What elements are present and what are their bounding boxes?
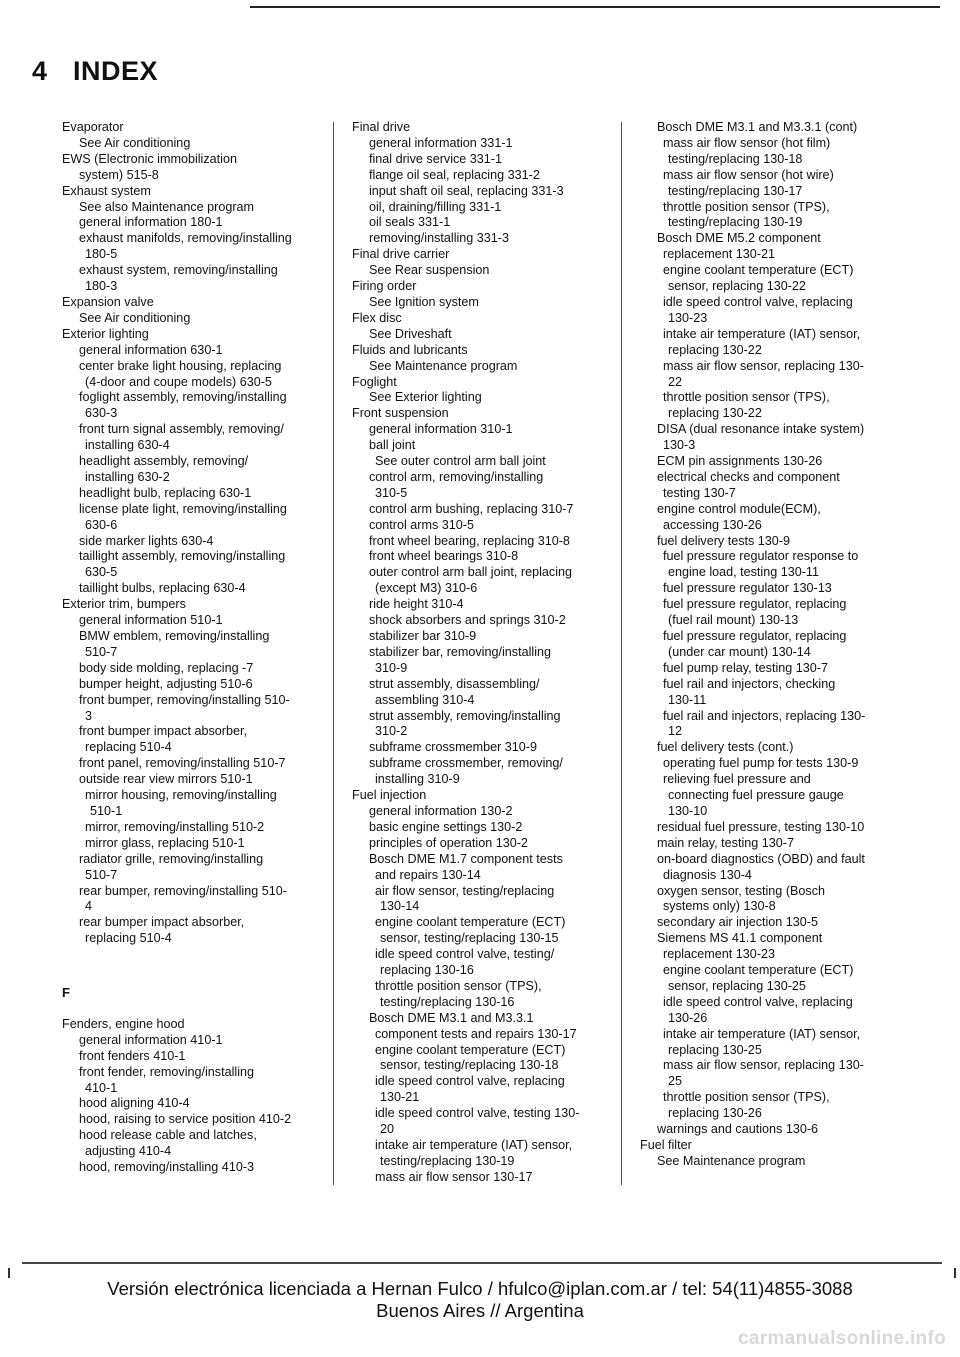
bottom-rule [22, 1262, 942, 1264]
section-gap [62, 1001, 332, 1017]
index-entry: intake air temperature (IAT) sensor, [663, 1026, 861, 1041]
index-entry: 130-3 [663, 438, 696, 453]
license-notice: Versión electrónica licenciada a Hernan Fulco / hfulco@iplan.com.ar / tel: 54(11)4855-3088 [107, 1278, 853, 1299]
index-entry: 180-5 [85, 247, 118, 262]
index-entry: 310-5 [375, 485, 408, 500]
index-entry: basic engine settings 130-2 [369, 819, 523, 834]
index-entry: taillight assembly, removing/installing [79, 549, 286, 564]
index-column-2 [352, 120, 622, 1186]
index-entry: front bumper, removing/installing 510- [79, 692, 290, 707]
index-entry: testing/replacing 130-19 [668, 215, 803, 230]
page-title: INDEX [73, 56, 159, 86]
index-entry: oxygen sensor, testing (Bosch [657, 883, 826, 898]
index-entry: diagnosis 130-4 [663, 867, 752, 882]
index-entry: fuel rail and injectors, checking [663, 676, 836, 691]
index-entry: throttle position sensor (TPS), [375, 978, 542, 993]
column-divider [621, 122, 622, 1185]
column-divider [333, 122, 334, 1185]
index-entry: removing/installing 331-3 [369, 231, 510, 246]
index-entry: engine coolant temperature (ECT) [663, 263, 854, 278]
index-entry: 130-23 [668, 310, 708, 325]
section-gap [62, 947, 332, 985]
index-heading: Evaporator [62, 120, 124, 134]
index-heading: Final drive carrier [352, 247, 450, 262]
index-entry: warnings and cautions 130-6 [657, 1122, 819, 1137]
index-entry: 510-1 [90, 803, 123, 818]
index-heading: EWS (Electronic immobilization [62, 151, 237, 166]
index-entry: 12 [668, 724, 683, 739]
index-entry: component tests and repairs 130-17 [375, 1026, 577, 1041]
index-entry: installing 310-9 [375, 772, 460, 787]
index-entry: stabilizer bar, removing/installing [369, 644, 551, 659]
index-entry: flange oil seal, replacing 331-2 [369, 167, 540, 182]
index-entry: fuel pump relay, testing 130-7 [663, 660, 828, 675]
index-entry: testing 130-7 [663, 485, 736, 500]
index-entry: subframe crossmember, removing/ [369, 756, 563, 771]
index-entry: front fender, removing/installing [79, 1064, 255, 1079]
index-entry: See Exterior lighting [369, 390, 482, 405]
index-entry: 22 [668, 374, 683, 389]
index-entry: outer control arm ball joint, replacing [369, 565, 573, 580]
index-entry: idle speed control valve, replacing [375, 1074, 565, 1089]
index-entry: (except M3) 310-6 [375, 581, 478, 596]
index-entry: bumper height, adjusting 510-6 [79, 676, 253, 691]
index-entry: throttle position sensor (TPS), [663, 199, 830, 214]
index-entry: testing/replacing 130-19 [380, 1153, 515, 1168]
index-entry: mirror glass, replacing 510-1 [85, 835, 245, 850]
index-entry: center brake light housing, replacing [79, 358, 282, 373]
index-entry: Siemens MS 41.1 component [657, 931, 823, 946]
index-entry: See Air conditioning [79, 135, 191, 150]
index-entry: 510-7 [85, 644, 118, 659]
index-entry: final drive service 331-1 [369, 151, 502, 166]
index-entry: See Rear suspension [369, 263, 490, 278]
index-entry: mirror housing, removing/installing [85, 788, 277, 803]
index-entry: and repairs 130-14 [375, 867, 481, 882]
index-entry: radiator grille, removing/installing [79, 851, 264, 866]
index-entry: (4-door and coupe models) 630-5 [85, 374, 272, 389]
index-entry: 310-9 [375, 660, 408, 675]
index-entry: See Maintenance program [369, 358, 518, 373]
page-number: 4 [32, 56, 48, 86]
index-entry: system) 515-8 [79, 167, 159, 182]
index-entry: replacing 130-25 [668, 1042, 762, 1057]
index-entry: See also Maintenance program [79, 199, 255, 214]
index-entry: 310-2 [375, 724, 408, 739]
index-entry: general information 630-1 [79, 342, 223, 357]
index-entry: See outer control arm ball joint [375, 454, 546, 469]
index-entry: 410-1 [85, 1080, 118, 1095]
index-entry: strut assembly, removing/installing [369, 708, 561, 723]
index-heading: Foglight [352, 374, 397, 389]
bottom-bar [8, 1268, 956, 1278]
index-entry: 130-26 [668, 1010, 708, 1025]
index-entry: sensor, replacing 130-25 [668, 978, 806, 993]
index-entry: assembling 310-4 [375, 692, 475, 707]
index-entry: general information 310-1 [369, 422, 513, 437]
index-entry: 630-3 [85, 406, 118, 421]
index-entry: secondary air injection 130-5 [657, 915, 819, 930]
index-entry: headlight assembly, removing/ [79, 454, 249, 469]
index-entry: operating fuel pump for tests 130-9 [663, 756, 859, 771]
index-entry: input shaft oil seal, replacing 331-3 [369, 183, 564, 198]
index-entry: stabilizer bar 310-9 [369, 629, 477, 643]
index-entry: 3 [85, 708, 93, 723]
index-entry: residual fuel pressure, testing 130-10 [657, 819, 865, 834]
index-entry: front wheel bearings 310-8 [369, 549, 519, 564]
index-entry: principles of operation 130-2 [369, 835, 528, 850]
page-header [32, 56, 158, 87]
index-entry: fuel delivery tests (cont.) [657, 740, 794, 755]
index-entry: mass air flow sensor, replacing 130- [663, 1058, 864, 1073]
index-entry: fuel pressure regulator 130-13 [663, 581, 832, 596]
index-entry: fuel pressure regulator response to [663, 549, 859, 564]
index-entry: connecting fuel pressure gauge [668, 788, 844, 803]
index-entry: replacing 130-26 [668, 1106, 762, 1121]
index-entry: BMW emblem, removing/installing [79, 629, 270, 643]
index-entry: side marker lights 630-4 [79, 533, 214, 548]
index-heading: Firing order [352, 279, 417, 294]
index-entry: fuel delivery tests 130-9 [657, 533, 791, 548]
index-heading: Exhaust system [62, 183, 151, 198]
index-heading: Exterior trim, bumpers [62, 597, 186, 612]
index-entry: replacing 130-22 [668, 406, 762, 421]
index-entry: 510-7 [85, 867, 118, 882]
index-entry: mass air flow sensor (hot film) [663, 135, 831, 150]
index-entry: 130-21 [380, 1090, 420, 1105]
index-entry: ECM pin assignments 130-26 [657, 454, 823, 469]
index-entry: Bosch DME M1.7 component tests [369, 851, 563, 866]
index-entry: See Ignition system [369, 294, 479, 309]
index-entry: replacing 130-22 [668, 342, 762, 357]
index-entry: general information 510-1 [79, 613, 223, 628]
index-entry: accessing 130-26 [663, 517, 762, 532]
index-entry: engine coolant temperature (ECT) [663, 963, 854, 978]
index-entry: subframe crossmember 310-9 [369, 740, 537, 755]
index-entry: Bosch DME M3.1 and M3.3.1 [369, 1010, 534, 1025]
index-entry: electrical checks and component [657, 469, 840, 484]
index-entry: 130-11 [668, 692, 707, 707]
index-entry: (fuel rail mount) 130-13 [668, 613, 799, 628]
index-entry: on-board diagnostics (OBD) and fault [657, 851, 865, 866]
index-entry: headlight bulb, replacing 630-1 [79, 485, 252, 500]
index-entry: engine coolant temperature (ECT) [375, 915, 566, 930]
index-heading: Flex disc [352, 310, 402, 325]
index-entry: 180-3 [85, 279, 118, 294]
index-entry: sensor, replacing 130-22 [668, 279, 806, 294]
index-entry: idle speed control valve, testing 130- [375, 1106, 580, 1121]
index-entry: ride height 310-4 [369, 597, 464, 612]
index-entry: sensor, testing/replacing 130-18 [380, 1058, 559, 1073]
index-entry: 630-6 [85, 517, 118, 532]
index-entry: hood, removing/installing 410-3 [79, 1160, 255, 1175]
top-rule [250, 6, 940, 8]
index-entry: systems only) 130-8 [663, 899, 776, 914]
index-entry: relieving fuel pressure and [663, 772, 811, 787]
index-entry: foglight assembly, removing/installing [79, 390, 287, 405]
index-entry: exhaust system, removing/installing [79, 263, 278, 278]
index-entry: mass air flow sensor, replacing 130- [663, 358, 864, 373]
index-heading: Expansion valve [62, 294, 154, 309]
index-entry: main relay, testing 130-7 [657, 835, 794, 850]
index-entry: (under car mount) 130-14 [668, 644, 811, 659]
index-entry: engine control module(ECM), [657, 501, 821, 516]
index-entry: installing 630-2 [85, 469, 170, 484]
index-entry: strut assembly, disassembling/ [369, 676, 540, 691]
index-entry: ball joint [369, 438, 416, 453]
index-column-1 [62, 120, 332, 1176]
index-entry: replacing 510-4 [85, 931, 172, 946]
index-entry: replacement 130-21 [663, 247, 776, 262]
index-entry: See Driveshaft [369, 326, 452, 341]
index-entry: 20 [380, 1122, 395, 1137]
index-entry: sensor, testing/replacing 130-15 [380, 931, 559, 946]
index-entry: general information 410-1 [79, 1032, 223, 1047]
index-entry: license plate light, removing/installing [79, 501, 287, 516]
index-entry: front fenders 410-1 [79, 1048, 186, 1063]
index-entry: testing/replacing 130-17 [668, 183, 803, 198]
index-entry: idle speed control valve, testing/ [375, 947, 555, 962]
index-entry: mirror, removing/installing 510-2 [85, 819, 265, 834]
index-entry: See Maintenance program [657, 1153, 806, 1168]
index-entry: body side molding, replacing -7 [79, 660, 254, 675]
index-entry: replacing 130-16 [380, 963, 474, 978]
index-entry: intake air temperature (IAT) sensor, [663, 326, 861, 341]
index-entry: exhaust manifolds, removing/installing [79, 231, 292, 246]
index-entry: outside rear view mirrors 510-1 [79, 772, 253, 787]
index-entry: air flow sensor, testing/replacing [375, 883, 555, 898]
index-entry: engine coolant temperature (ECT) [375, 1042, 566, 1057]
index-entry: throttle position sensor (TPS), [663, 390, 830, 405]
index-entry: replacement 130-23 [663, 947, 776, 962]
index-entry: 130-10 [668, 803, 708, 818]
index-heading: Exterior lighting [62, 326, 149, 341]
index-entry: 130-14 [380, 899, 420, 914]
index-entry: oil, draining/filling 331-1 [369, 199, 502, 214]
index-entry: adjusting 410-4 [85, 1144, 172, 1159]
index-entry: See Air conditioning [79, 310, 191, 325]
index-entry: replacing 510-4 [85, 740, 172, 755]
index-entry: Bosch DME M3.1 and M3.3.1 (cont) [657, 120, 858, 134]
index-entry: control arms 310-5 [369, 517, 474, 532]
index-heading: Fuel injection [352, 788, 427, 803]
index-entry: hood, raising to service position 410-2 [79, 1112, 292, 1127]
index-heading: Front suspension [352, 406, 449, 421]
index-entry: front bumper impact absorber, [79, 724, 247, 739]
license-location: Buenos Aires // Argentina [376, 1300, 584, 1321]
index-entry: general information 180-1 [79, 215, 223, 230]
index-entry: intake air temperature (IAT) sensor, [375, 1138, 573, 1152]
index-heading: Fenders, engine hood [62, 1016, 185, 1031]
index-column-3 [640, 120, 910, 1170]
index-entry: hood release cable and latches, [79, 1128, 257, 1143]
index-entry: DISA (dual resonance intake system) [657, 422, 865, 437]
index-entry: engine load, testing 130-11 [668, 565, 820, 580]
index-entry: rear bumper, removing/installing 510- [79, 883, 287, 898]
index-entry: 4 [85, 899, 93, 914]
index-entry: front wheel bearing, replacing 310-8 [369, 533, 570, 548]
index-entry: rear bumper impact absorber, [79, 915, 245, 930]
watermark: carmanualsonline.info [738, 1328, 946, 1349]
index-entry: front panel, removing/installing 510-7 [79, 756, 286, 771]
index-entry: fuel pressure regulator, replacing [663, 629, 847, 643]
index-entry: control arm, removing/installing [369, 469, 544, 484]
index-entry: control arm bushing, replacing 310-7 [369, 501, 574, 516]
index-entry: installing 630-4 [85, 438, 170, 453]
section-letter: F [62, 985, 70, 1001]
index-entry: testing/replacing 130-16 [380, 994, 515, 1009]
index-entry: front turn signal assembly, removing/ [79, 422, 284, 437]
index-entry: general information 331-1 [369, 135, 513, 150]
index-entry: Bosch DME M5.2 component [657, 231, 821, 246]
index-entry: taillight bulbs, replacing 630-4 [79, 581, 246, 596]
index-entry: mass air flow sensor 130-17 [375, 1169, 533, 1184]
index-entry: 630-5 [85, 565, 118, 580]
index-entry: idle speed control valve, replacing [663, 994, 853, 1009]
index-entry: hood aligning 410-4 [79, 1096, 190, 1111]
index-entry: fuel rail and injectors, replacing 130- [663, 708, 866, 723]
index-entry: mass air flow sensor (hot wire) [663, 167, 834, 182]
index-entry: general information 130-2 [369, 803, 513, 818]
index-entry: idle speed control valve, replacing [663, 294, 853, 309]
index-entry: testing/replacing 130-18 [668, 151, 803, 166]
index-entry: shock absorbers and springs 310-2 [369, 613, 566, 628]
index-entry: fuel pressure regulator, replacing [663, 597, 847, 612]
index-entry: throttle position sensor (TPS), [663, 1090, 830, 1105]
index-entry: 25 [668, 1074, 683, 1089]
index-entry: oil seals 331-1 [369, 215, 451, 230]
index-heading: Fluids and lubricants [352, 342, 468, 357]
index-heading: Final drive [352, 120, 411, 134]
index-heading: Fuel filter [640, 1138, 692, 1152]
